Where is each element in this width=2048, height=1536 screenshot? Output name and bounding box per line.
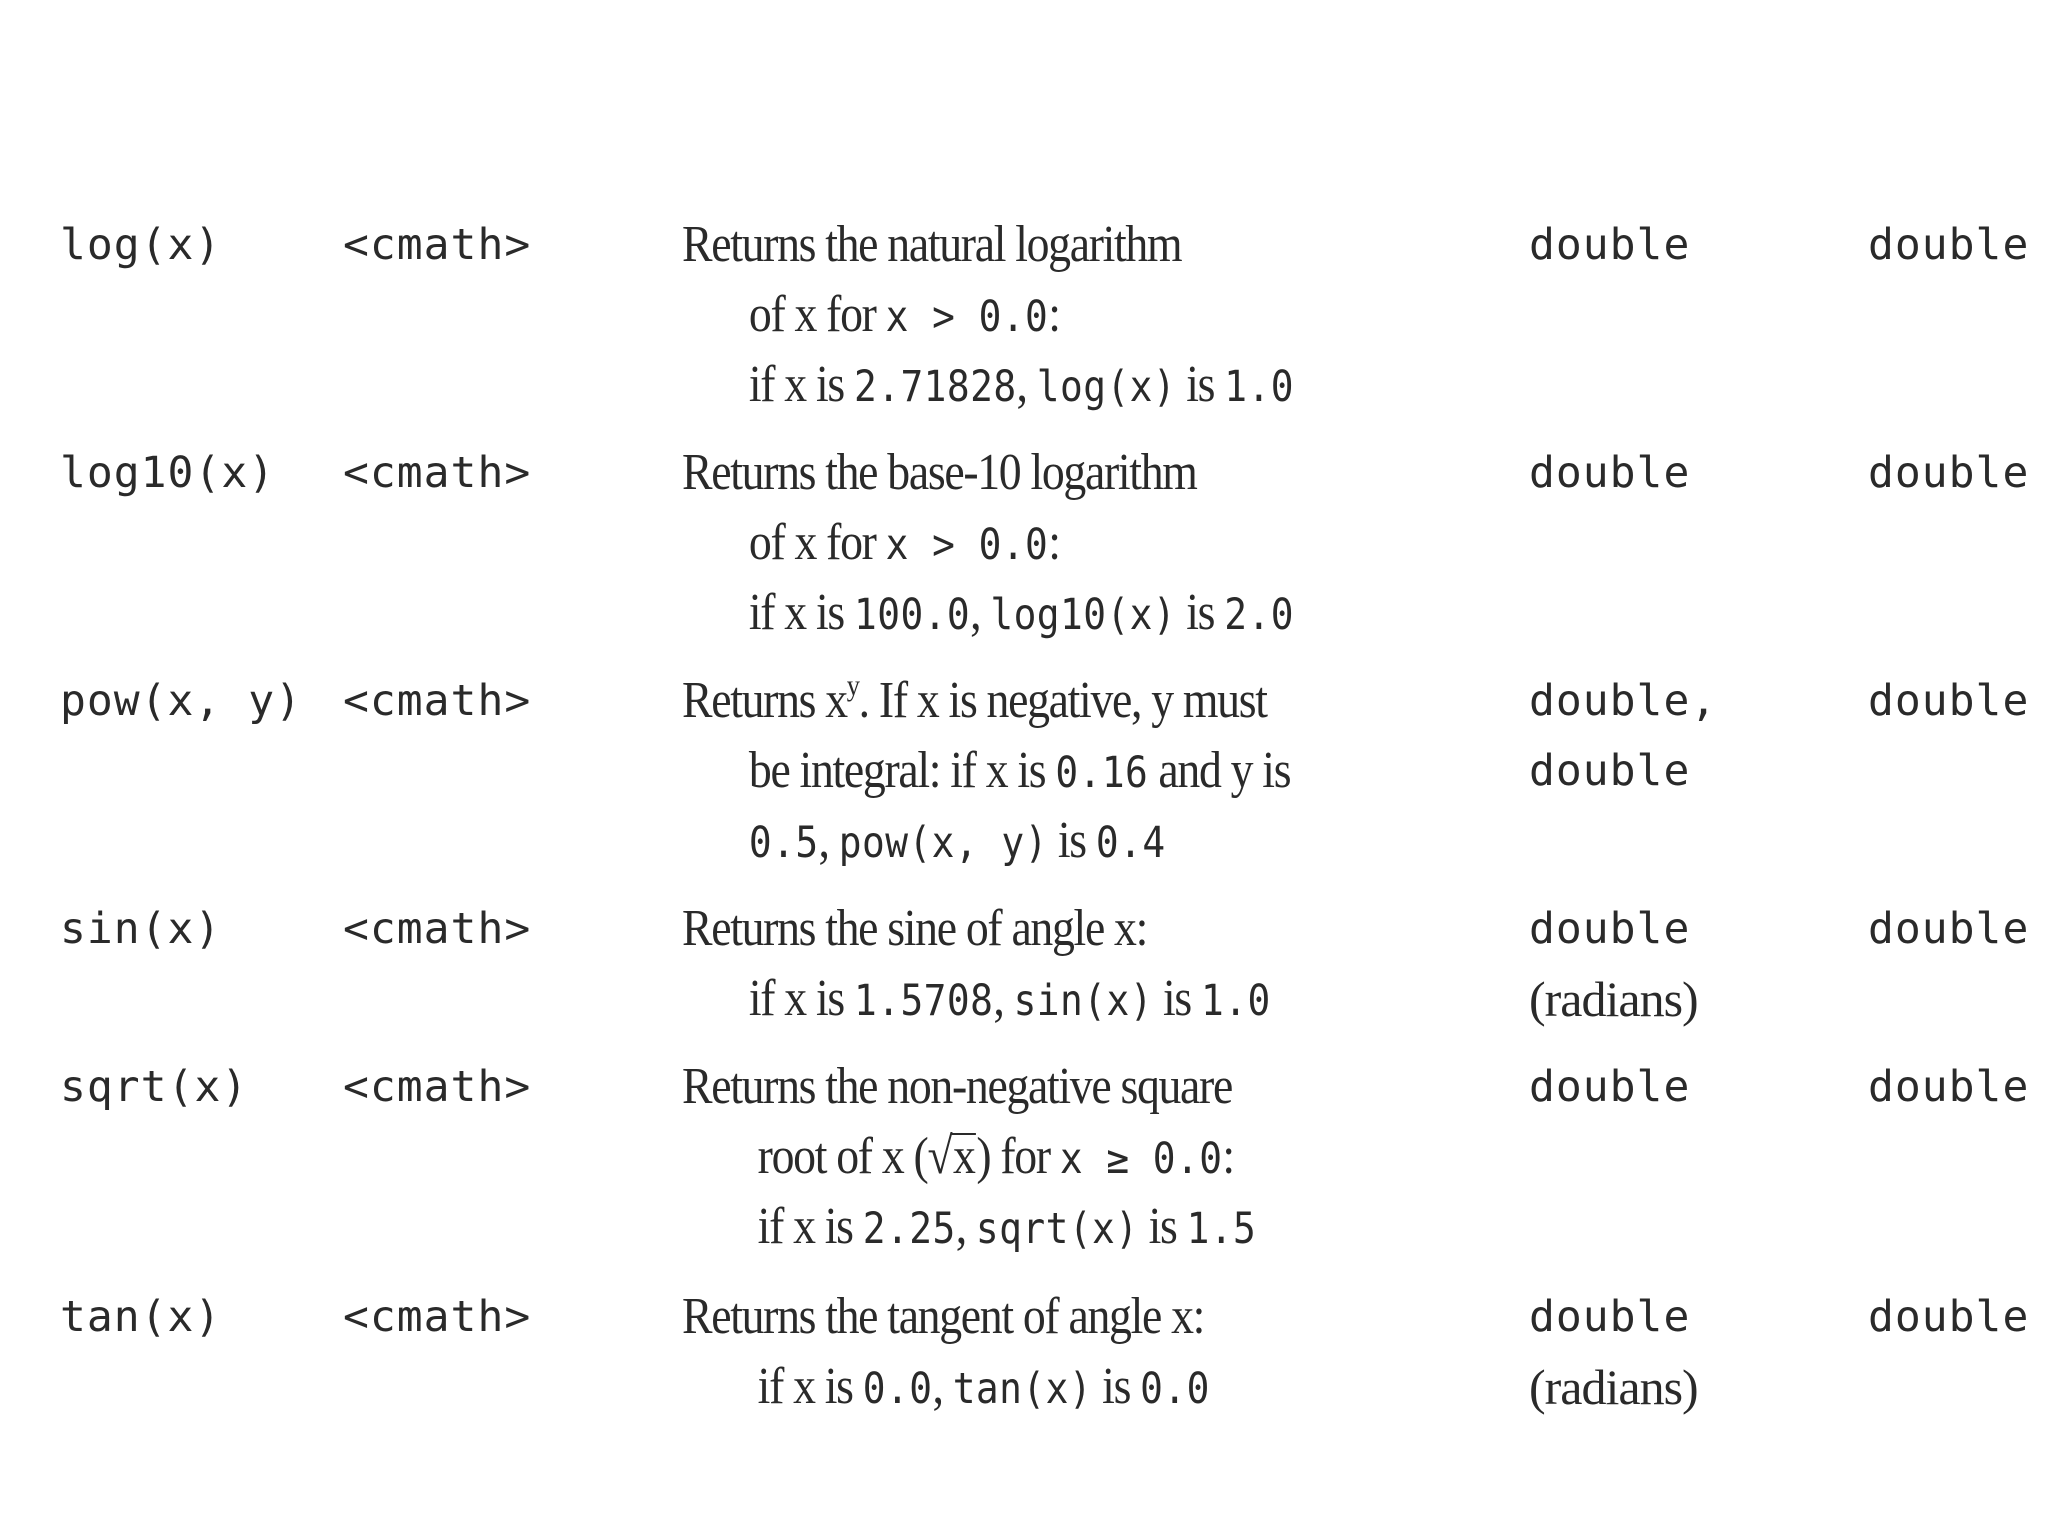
header-name: <cmath> — [343, 676, 532, 726]
header-name: <cmath> — [343, 1292, 532, 1342]
return-type: double — [1868, 220, 2030, 270]
return-type: double — [1868, 1292, 2030, 1342]
function-description: Returns $x^y$. If x is negative, y must be integral: if x is 0.16 and y is 0.5, pow(x, y) is 0.4 — [682, 669, 1291, 869]
function-description: Returns the non-negative square root of x (√x) for x ≥ 0.0: if x is 2.25, sqrt(x) is 1.5 — [682, 1058, 1257, 1255]
argument-note: (radians) — [1529, 971, 1698, 1027]
return-type: double — [1868, 448, 2030, 498]
argument-type: double — [1529, 448, 1691, 498]
return-type: double — [1868, 1062, 2030, 1112]
function-description: Returns the base-10 logarithm of x for x > 0.0: if x is 100.0, log10(x) is 2.0 — [682, 444, 1294, 641]
header-name: <cmath> — [343, 1062, 532, 1112]
function-name: pow(x, y) — [60, 676, 302, 726]
function-name: log10(x) — [60, 448, 276, 498]
function-name: tan(x) — [60, 1292, 222, 1342]
argument-type: double, double — [1529, 676, 1718, 796]
header-name: <cmath> — [343, 220, 532, 270]
argument-note: (radians) — [1529, 1359, 1698, 1415]
function-name: log(x) — [60, 220, 222, 270]
argument-type: double — [1529, 220, 1691, 270]
function-name: sqrt(x) — [60, 1062, 249, 1112]
function-description: Returns the natural logarithm of x for x > 0.0: if x is 2.71828, log(x) is 1.0 — [682, 216, 1294, 413]
header-name: <cmath> — [343, 904, 532, 954]
function-description: Returns the sine of angle x: if x is 1.5708, sin(x) is 1.0 — [682, 900, 1271, 1027]
argument-type: double (radians) — [1529, 894, 1698, 1034]
return-type: double — [1868, 904, 2030, 954]
square-root-symbol: √x — [927, 1128, 975, 1185]
function-description: Returns the tangent of angle x: if x is 0.0, tan(x) is 0.0 — [682, 1288, 1210, 1415]
argument-type: double (radians) — [1529, 1282, 1698, 1422]
header-name: <cmath> — [343, 448, 532, 498]
argument-type: double — [1529, 1062, 1691, 1112]
return-type: double — [1868, 676, 2030, 726]
function-name: sin(x) — [60, 904, 222, 954]
